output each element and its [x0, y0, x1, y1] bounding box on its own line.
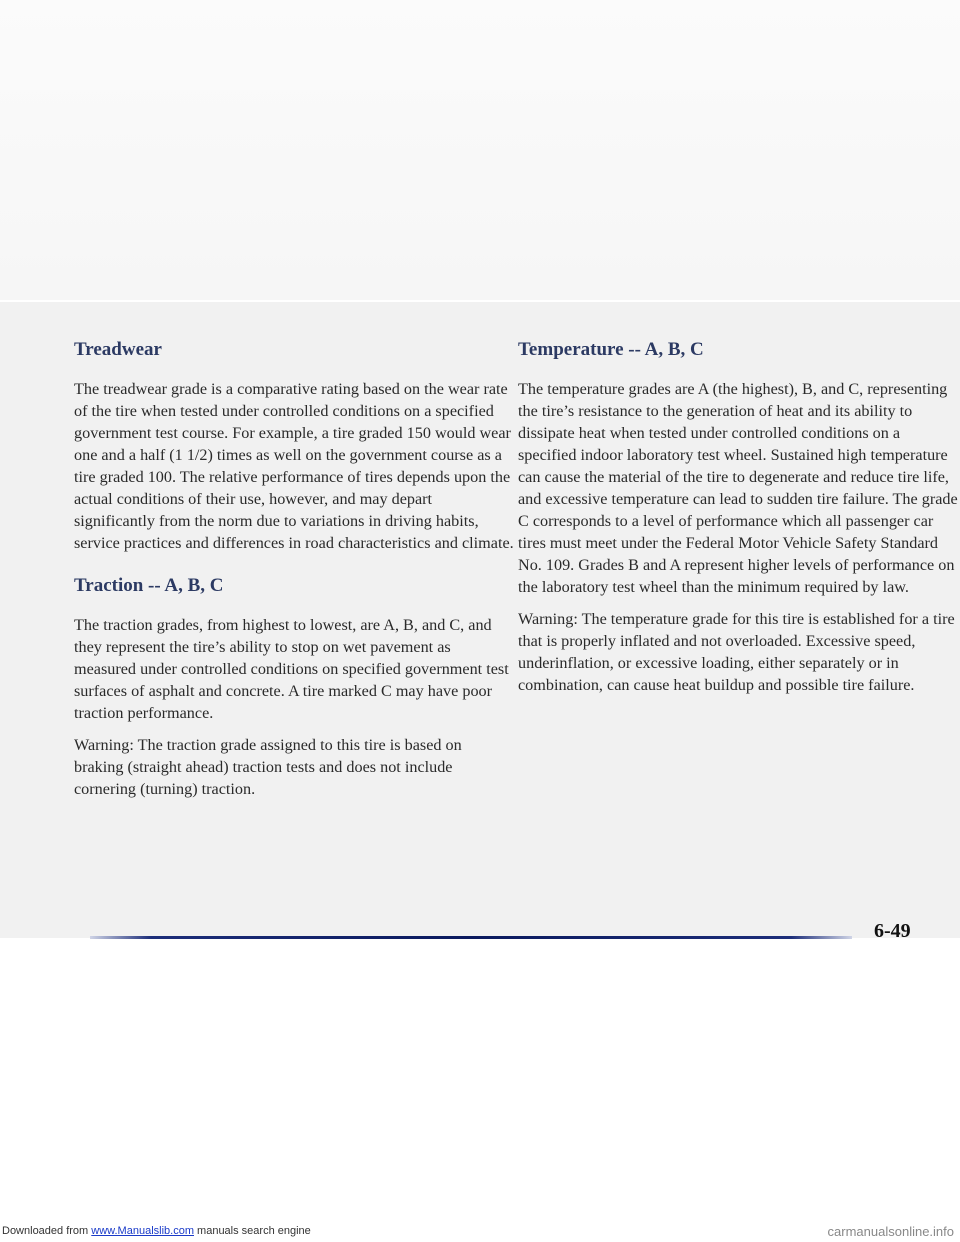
treadwear-heading: Treadwear — [74, 339, 162, 360]
footer-rule — [90, 936, 852, 939]
page-number: 6-49 — [874, 920, 911, 942]
right-column — [518, 338, 958, 706]
top-blank-area — [0, 0, 960, 300]
temperature-paragraph: The temperature grades are A (the highest), B, and C, representing the tire’s resistance to the generation of heat and its ability to dissipate heat when tested under controlled conditions on a specified indoor laboratory test wheel. Sustained high temperature can cause the material of the tire to degenerate and reduce tire life, and excessive temperature can lead to sudden tire failure. The grade C corresponds to a level of performance which all passenger car tires must meet under the Federal Motor Vehicle Safety Standard No. 109. Grades B and A represent higher levels of performance on the laboratory test wheel than the minimum required by law. — [518, 380, 958, 596]
footer-prefix: Downloaded from — [2, 1225, 92, 1237]
traction-paragraph: The traction grades, from highest to lowest, are A, B, and C, and they represent the tire’s ability to stop on wet pavement as measured under controlled conditions on specified government test surfaces of asphalt and concrete. A tire marked C may have poor traction performance. — [74, 616, 509, 722]
traction-warning: Warning: The traction grade assigned to this tire is based on braking (straight ahead) traction tests and does not include cornering (turning) traction. — [74, 736, 462, 798]
temperature-heading: Temperature -- A, B, C — [518, 339, 704, 360]
left-column — [74, 338, 514, 810]
download-footer — [0, 1222, 960, 1242]
footer-suffix: manuals search engine — [193, 1225, 311, 1237]
treadwear-paragraph: The treadwear grade is a comparative rating based on the wear rate of the tire when tested under controlled conditions on a specified government test course. For example, a tire graded 150 would wear one and a half (1 1/2) times as well on the government course as a tire graded 100. The relative performance of tires depends upon the actual conditions of their use, however, and may depart significantly from the norm due to variations in driving habits, service practices and differences in road characteristics and climate. — [74, 380, 514, 552]
watermark-text: carmanualsonline.info — [827, 1224, 954, 1239]
traction-heading: Traction -- A, B, C — [74, 575, 224, 596]
manualslib-link[interactable]: www.Manualslib.com — [91, 1225, 194, 1237]
temperature-warning: Warning: The temperature grade for this tire is established for a tire that is properly inflated and not overloaded. Excessive speed, underinflation, or excessive loading, either separately or in combination, can cause heat buildup and possible tire failure. — [518, 610, 955, 694]
manual-page — [0, 302, 960, 942]
footer-note — [2, 1225, 311, 1237]
